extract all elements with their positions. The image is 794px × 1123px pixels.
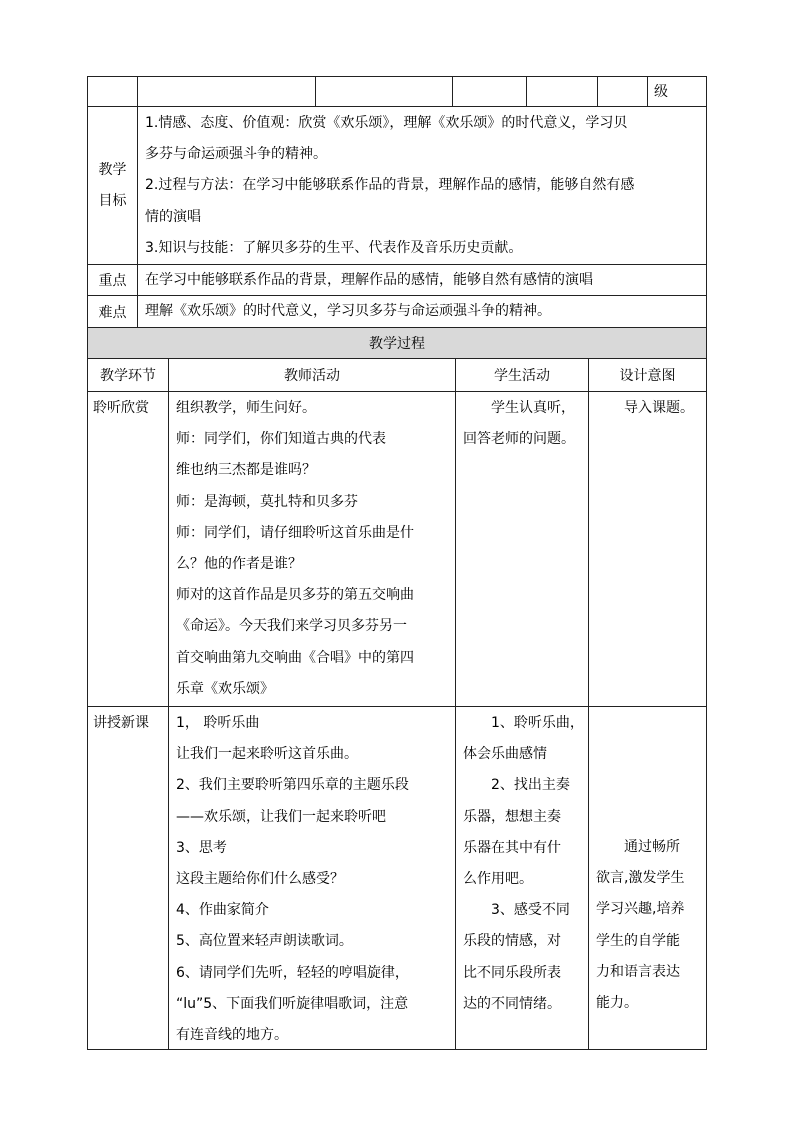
key-point-label: 重点 [87, 264, 137, 295]
objectives-label-line: 教学 [98, 161, 127, 178]
intent-line: 通过畅所 [624, 839, 680, 855]
objectives-label [87, 106, 137, 264]
student-line: 体会乐曲感情 [463, 746, 547, 763]
key-point-row [87, 264, 707, 295]
section-new-lesson-stage [87, 706, 168, 1049]
section-new-lesson-intent [588, 706, 707, 1049]
section-listen-student [455, 391, 588, 706]
teacher-line: “lu”5、下面我们听旋律唱歌词，注意 [176, 995, 409, 1012]
column-header-stage: 教学环节 [87, 358, 168, 391]
header-cell [137, 76, 315, 106]
intent-line: 导入课题。 [624, 400, 694, 416]
difficulty-text: 理解《欢乐颂》的时代意义，学习贝多芬与命运顽强斗争的精神。 [145, 303, 551, 319]
teacher-line: 师：同学们，请仔细聆听这首乐曲是什 [176, 524, 414, 541]
objectives-line: 情的演唱 [145, 208, 201, 225]
student-line: 回答老师的问题。 [463, 431, 575, 448]
student-line: 1、聆听乐曲， [491, 715, 584, 731]
objectives-row [87, 106, 707, 264]
process-title-row [87, 327, 707, 358]
header-cell [597, 76, 647, 106]
teacher-line: 《命运》。今天我们来学习贝多芬另一 [176, 618, 407, 635]
column-header-row [87, 358, 707, 391]
teacher-line: 3、思考 [176, 839, 227, 856]
teacher-line: 4、作曲家简介 [176, 902, 269, 919]
teacher-line: 1， 聆听乐曲 [176, 715, 260, 731]
objectives-line: 2.过程与方法：在学习中能够联系作品的背景，理解作品的感情，能够自然有感 [145, 177, 635, 194]
section-new-lesson-student [455, 706, 588, 1049]
teacher-line: 5、高位置来轻声朗读歌词。 [176, 933, 353, 950]
header-cell [526, 76, 597, 106]
header-cell [315, 76, 452, 106]
student-line: 学生认真听， [491, 400, 575, 416]
student-line: 么作用吧。 [463, 871, 533, 888]
objectives-line: 多芬与命运顽强斗争的精神。 [145, 146, 327, 163]
teacher-line: 乐章《欢乐颂》 [176, 680, 274, 697]
section-listen-intent [588, 391, 707, 706]
teacher-line: 首交响曲第九交响曲《合唱》中的第四 [176, 649, 414, 666]
student-line: 比不同乐段所表 [463, 964, 561, 981]
teacher-line: 么？他的作者是谁？ [176, 556, 302, 573]
teacher-line: 师：同学们，你们知道古典的代表 [176, 431, 386, 448]
objectives-line: 1.情感、态度、价值观：欣赏《欢乐颂》，理解《欢乐颂》的时代意义，学习贝 [145, 115, 628, 131]
intent-line: 学生的自学能 [596, 932, 680, 949]
teacher-line: 师：是海顿，莫扎特和贝多芬 [176, 493, 358, 510]
section-new-lesson-teacher [168, 706, 455, 1049]
teacher-line: 有连音线的地方。 [176, 1027, 288, 1044]
student-line: 乐器在其中有什 [463, 839, 561, 856]
student-line: 乐器，想想主奏 [463, 808, 561, 825]
teacher-line: 这段主题给你们什么感受？ [176, 871, 344, 888]
section-listen-stage [87, 391, 168, 706]
column-header-intent: 设计意图 [588, 358, 707, 391]
key-point-text: 在学习中能够联系作品的背景，理解作品的感情，能够自然有感情的演唱 [145, 272, 593, 288]
objectives-label-line: 目标 [98, 192, 127, 209]
stage-label: 聆听欣赏 [93, 400, 149, 416]
header-cell [452, 76, 526, 106]
section-listen-row [87, 391, 707, 706]
intent-line: 力和语言表达 [596, 963, 680, 980]
student-line: 3、感受不同 [491, 902, 570, 919]
intent-line: 欲言,激发学生 [596, 870, 685, 887]
process-title: 教学过程 [87, 327, 707, 358]
column-header-student: 学生活动 [455, 358, 588, 391]
objectives-line: 3.知识与技能：了解贝多芬的生平、代表作及音乐历史贡献。 [145, 239, 523, 256]
intent-line: 能力。 [596, 995, 638, 1012]
header-row [87, 76, 707, 106]
difficulty-content [137, 295, 707, 327]
section-listen-teacher [168, 391, 455, 706]
section-new-lesson-row [87, 706, 707, 1050]
teacher-line: 6、请同学们先听，轻轻的哼唱旋律， [176, 964, 409, 981]
student-line: 乐段的情感，对 [463, 933, 561, 950]
objectives-content [137, 106, 707, 264]
teacher-line: 组织教学，师生问好。 [176, 400, 316, 416]
teacher-line: 师对的这首作品是贝多芬的第五交响曲 [176, 587, 414, 604]
column-header-teacher: 教师活动 [168, 358, 455, 391]
header-grade-cell: 级 [647, 76, 707, 106]
intent-line: 学习兴趣,培养 [596, 901, 685, 918]
teacher-line: 维也纳三杰都是谁吗？ [176, 462, 316, 479]
teacher-line: ——欢乐颂，让我们一起来聆听吧 [176, 808, 386, 825]
teacher-line: 让我们一起来聆听这首乐曲。 [176, 746, 358, 763]
key-point-content [137, 264, 707, 295]
student-line: 达的不同情绪。 [463, 995, 561, 1012]
header-cell [87, 76, 137, 106]
teacher-line: 2、我们主要聆听第四乐章的主题乐段 [176, 777, 409, 794]
student-line: 2、找出主奏 [491, 777, 570, 794]
stage-label: 讲授新课 [93, 715, 149, 731]
difficulty-label: 难点 [87, 295, 137, 327]
difficulty-row [87, 295, 707, 327]
